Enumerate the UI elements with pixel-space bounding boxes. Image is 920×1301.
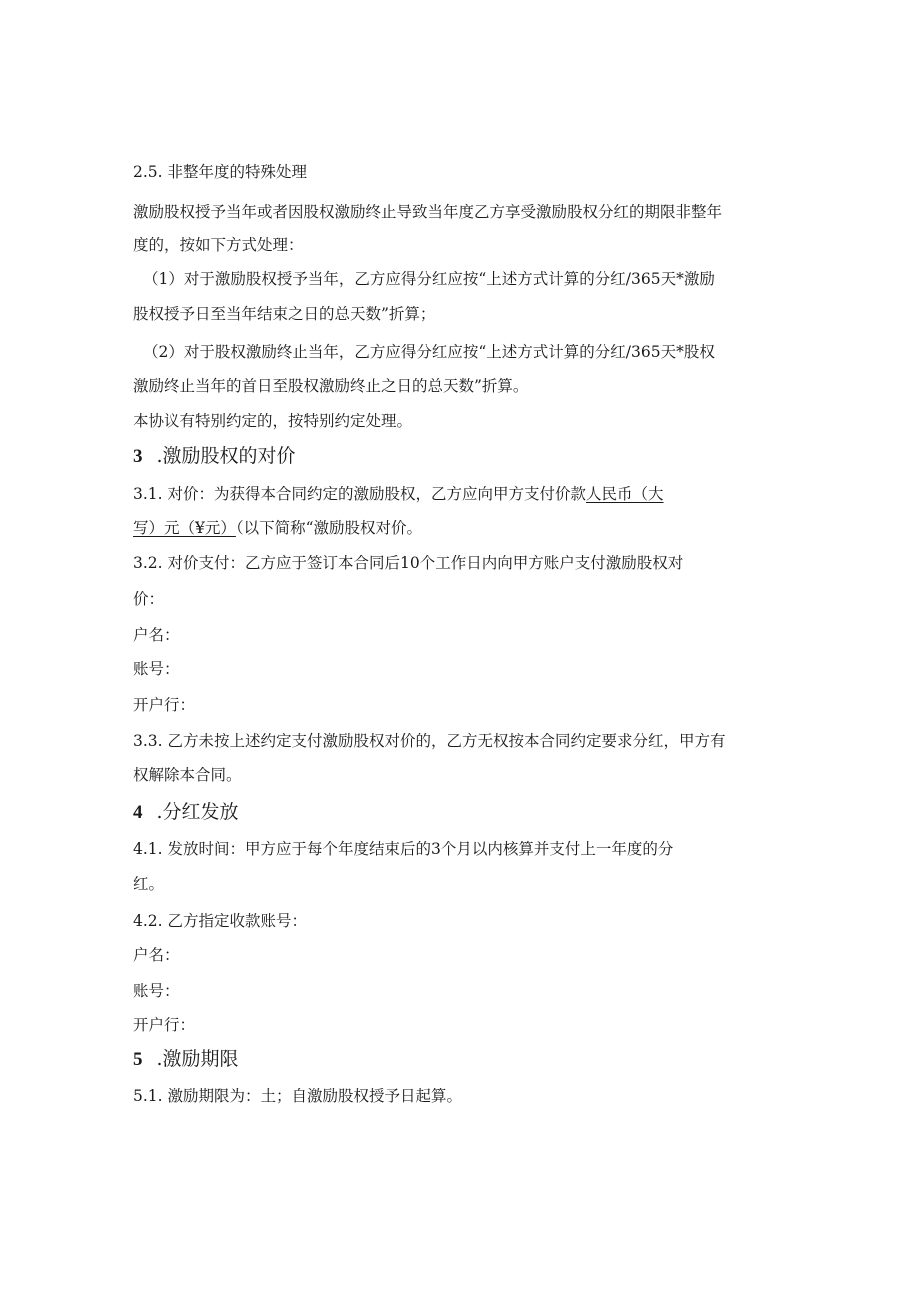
clause-3-2: 3.2. 对价支付：乙方应于签订本合同后10个工作日内向甲方账户支付激励股权对 xyxy=(133,554,684,572)
list-item-2: （2）对于股权激励终止当年，乙方应得分红应按“上述方式计算的分红/365天*股权 xyxy=(143,343,715,361)
list-item-2-cont: 激励终止当年的首日至股权激励终止之日的总天数”折算。 xyxy=(133,377,529,395)
clause-3-3: 3.3. 乙方未按上述约定支付激励股权对价的，乙方无权按本合同约定要求分红，甲方有 xyxy=(133,732,726,750)
clause-3-1 xyxy=(133,484,664,504)
bank-label: 开户行： xyxy=(133,696,196,714)
section-title: .激励股权的对价 xyxy=(156,445,296,467)
clause-text: 3.1. 对价：为获得本合同约定的激励股权，乙方应向甲方支付价款 xyxy=(133,485,587,503)
section-title: .激励期限 xyxy=(156,1048,239,1070)
account-number-label: 账号： xyxy=(133,982,180,1000)
bank-label: 开户行： xyxy=(133,1016,196,1034)
clause-4-1: 4.1. 发放时间：甲方应于每个年度结束后的3个月以内核算并支付上一年度的分 xyxy=(133,840,674,858)
account-name-label: 户名： xyxy=(133,626,180,644)
amount-blank: 写）元（¥元） xyxy=(133,519,236,537)
section-number: 5 xyxy=(133,1049,143,1070)
clause-3-3-cont: 权解除本合同。 xyxy=(133,766,242,784)
clause-4-1-cont: 红。 xyxy=(133,875,165,893)
clause-3-2-cont: 价： xyxy=(133,590,165,608)
account-name-label: 户名： xyxy=(133,946,180,964)
section-number: 3 xyxy=(133,446,143,467)
clause-text: （以下简称“激励股权对价。 xyxy=(235,519,423,537)
paragraph-line: 激励股权授予当年或者因股权激励终止导致当年度乙方享受激励股权分红的期限非整年 xyxy=(133,203,723,221)
amount-blank: 人民币（大 xyxy=(586,485,664,503)
account-number-label: 账号： xyxy=(133,660,180,678)
clause-4-2: 4.2. 乙方指定收款账号： xyxy=(133,912,308,930)
list-item-1: （1）对于激励股权授予当年，乙方应得分红应按“上述方式计算的分红/365天*激励 xyxy=(143,270,715,288)
note-line: 本协议有特别约定的，按特别约定处理。 xyxy=(133,412,413,430)
section-4-heading xyxy=(133,800,239,825)
section-title: .分红发放 xyxy=(156,801,239,823)
list-item-1-cont: 股权授予日至当年结束之日的总天数”折算； xyxy=(133,305,436,323)
clause-5-1: 5.1. 激励期限为：土；自激励股权授予日起算。 xyxy=(133,1087,463,1105)
paragraph-line: 度的，按如下方式处理： xyxy=(133,236,304,254)
clause-3-1-cont xyxy=(133,518,422,538)
section-2-5-title: 2.5. 非整年度的特殊处理 xyxy=(133,163,308,181)
section-3-heading xyxy=(133,444,296,469)
section-5-heading xyxy=(133,1047,239,1072)
section-number: 4 xyxy=(133,802,143,823)
